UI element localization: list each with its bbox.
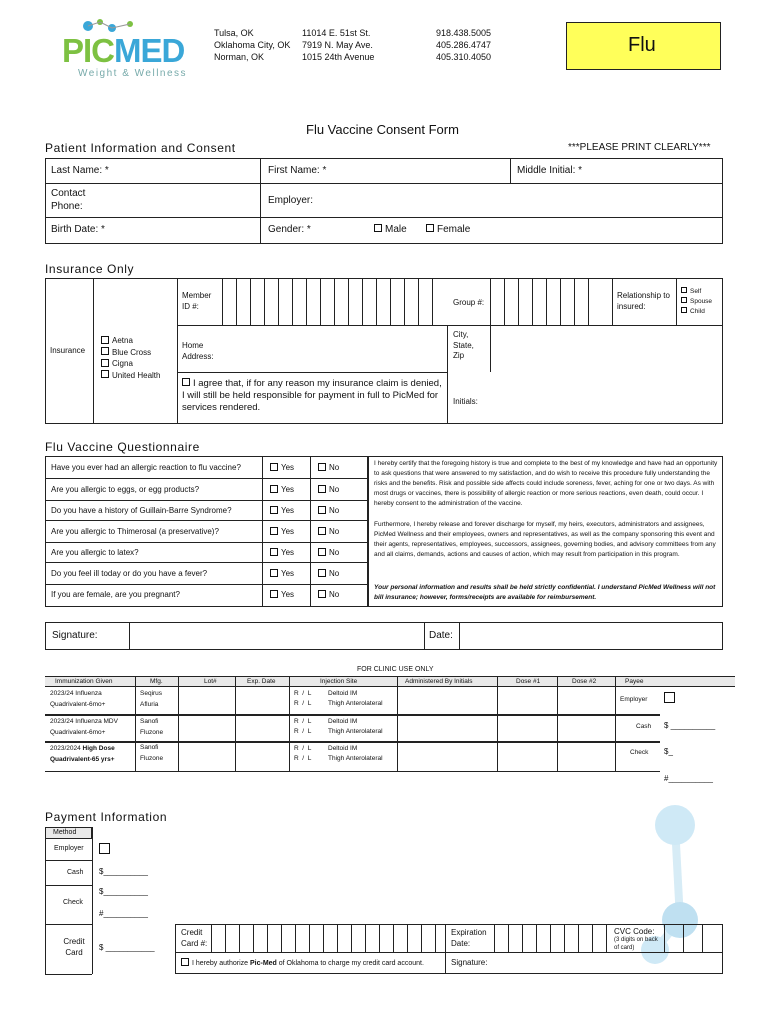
relationship-label: Relationship to insured: [617,291,670,311]
clinic-col-immunization: Immunization Given [55,678,113,685]
agree-checkbox[interactable] [182,378,190,386]
consent-paragraph-1: I hereby certify that the foregoing history is true and complete to the best of my knowledge and have had an opportunity to ask questions that were answered to my satisfaction, and do wish to receive this procedure fully understanding the risks and the benefits. Risk and possible side affects could include soreness, fever, aching for one or two days. As with most drugs or vaccines, there is possibility of allergic reaction or more serious reactions, even death, could occur. I hereby consent to the administration of the vaccine. [374,460,718,507]
insurance-options [101,335,160,381]
initials-label: Initials: [453,397,478,406]
q2-no-checkbox[interactable] [318,485,326,493]
print-clearly-note: ***PLEASE PRINT CLEARLY*** [568,142,711,153]
payment-employer-label: Employer [54,845,84,852]
cvc-label: CVC Code: [614,927,655,936]
member-id-label: Member ID #: [182,291,212,311]
insurance-option-cigna[interactable]: Cigna [101,358,160,370]
payment-credit-card-label: Credit Card [63,937,85,957]
consent-paragraph-2: Furthermore, I hereby release and forever discharge for myself, my heirs, executors, administrators and assignees, PicMed Wellness and their employees, owners and representatives, as well as the company sponsoring this event and their agents, representatives, employees, successors, assignees, governing bodies, and advisory committees from any and all claims, demands, actions and causes of action, which may result from participation in this program. [374,521,716,558]
employer-field[interactable]: Employer: [268,195,314,206]
clinic-payee-employer: Employer [620,696,648,703]
relationship-self[interactable]: Self [681,287,712,297]
gender-field: Gender: * [268,224,311,235]
insurance-option-aetna[interactable]: Aetna [101,335,160,347]
member-id-comb[interactable] [222,278,447,325]
cc-signature-label: Signature: [451,958,488,967]
header-phones: 918.438.5005 405.286.4747 405.310.4050 [436,28,492,62]
male-checkbox[interactable] [374,224,382,232]
clinic-row-3-given: 2023/2024 High Dose Quadrivalent-65 yrs+ [50,745,115,763]
clinic-col-dose1: Dose #1 [516,678,541,685]
clinic-col-dose2: Dose #2 [572,678,597,685]
payment-credit-amount[interactable]: $ ___________ [99,943,155,952]
q5-yes[interactable]: Yes [270,548,294,557]
question-5: Are you allergic to latex? [51,548,139,557]
authorize-checkbox[interactable] [181,958,189,966]
spouse-checkbox[interactable] [681,297,687,303]
q5-no[interactable]: No [318,548,339,557]
q4-yes[interactable]: Yes [270,527,294,536]
payment-check-label: Check [63,899,83,906]
group-label: Group #: [453,298,485,307]
cvc-note: (3 digits on back of card) [614,937,658,951]
cc-expiration-comb[interactable] [494,924,610,952]
payee-employer-checkbox[interactable] [664,692,675,703]
q2-yes-checkbox[interactable] [270,485,278,493]
unitedhealth-checkbox[interactable] [101,370,109,378]
clinic-payee-check: Check [630,749,649,756]
q6-yes[interactable]: Yes [270,569,294,578]
relationship-options [681,287,712,317]
clinic-title: FOR CLINIC USE ONLY [357,666,434,673]
payment-employer-checkbox[interactable] [99,843,110,854]
clinic-col-admin: Administered By Initials [405,678,473,685]
question-6: Do you feel ill today or do you have a fever? [51,569,208,578]
clinic-row-2-site: Deltoid IM Thigh Anterolateral [328,718,383,735]
home-address-label: Home Address: [182,341,214,361]
logo-tagline: Weight & Wellness [78,68,188,79]
q5-yes-checkbox[interactable] [270,548,278,556]
clinic-row-2-given: 2023/24 Influenza MDV Quadrivalent-6mo+ [50,718,118,736]
q7-no[interactable]: No [318,590,339,599]
bluecross-checkbox[interactable] [101,347,109,355]
q3-yes-checkbox[interactable] [270,506,278,514]
clinic-row-3-rl[interactable]: R / L R / L [294,745,312,762]
patient-section-title: Patient Information and Consent [45,141,236,155]
clinic-row-1-rl[interactable]: R / L R / L [294,690,312,707]
clinic-col-mfg: Mfg. [150,678,163,685]
cigna-checkbox[interactable] [101,359,109,367]
clinic-row-2-mfg: Sanofi Fluzone [140,718,164,736]
clinic-row-3-mfg: Sanofi Fluzone [140,744,164,762]
payment-section-title: Payment Information [45,810,168,824]
city-state-zip-label: City, State, Zip [453,330,474,360]
q1-yes[interactable]: Yes [270,463,294,472]
q7-yes-checkbox[interactable] [270,590,278,598]
q6-no-checkbox[interactable] [318,569,326,577]
date-label: Date: [429,630,453,641]
q4-no-checkbox[interactable] [318,527,326,535]
cc-authorize-statement[interactable]: I hereby authorize Pic-Med of Oklahoma to charge my credit card account. [181,959,424,967]
q5-no-checkbox[interactable] [318,548,326,556]
q3-no-checkbox[interactable] [318,506,326,514]
clinic-col-site: Injection Site [320,678,358,685]
birth-date-field[interactable]: Birth Date: * [51,224,105,235]
payment-check-number[interactable]: #__________ [99,909,148,918]
question-4: Are you allergic to Thimerosal (a preservative)? [51,527,219,536]
consent-paragraph-3: Your personal information and results shall be held strictly confidential. I understand PicMed Wellness will not bill insurance; however, forms/receipts are available for reimbursement. [374,584,716,601]
payment-method-label: Method [53,829,77,836]
gender-male-option[interactable]: Male [374,224,407,235]
group-comb[interactable] [490,278,612,325]
clinic-row-3-site: Deltoid IM Thigh Anterolateral [328,745,383,762]
clinic-payee-check-amount[interactable]: $_ [664,747,673,756]
question-1: Have you ever had an allergic reaction to flu vaccine? [51,463,241,472]
q3-no[interactable]: No [318,506,339,515]
q1-no[interactable]: No [318,463,339,472]
q7-yes[interactable]: Yes [270,590,294,599]
q6-yes-checkbox[interactable] [270,569,278,577]
q1-yes-checkbox[interactable] [270,463,278,471]
gender-female-option[interactable]: Female [426,224,470,235]
cc-signature-input[interactable] [496,954,721,972]
insurance-agree-statement[interactable]: I agree that, if for any reason my insurance claim is denied, I will still be held responsible for payment in full to PicMed for services rendered. [182,378,442,413]
insurance-option-unitedhealth[interactable]: United Health [101,370,160,382]
header-cities: Tulsa, OK Oklahoma City, OK Norman, OK [214,28,291,62]
first-name-field[interactable]: First Name: * [268,165,327,176]
clinic-col-exp: Exp. Date [247,678,276,685]
flu-badge-label: Flu [628,34,656,56]
cc-number-comb[interactable] [211,924,445,952]
q2-no[interactable]: No [318,485,339,494]
q3-yes[interactable]: Yes [270,506,294,515]
signature-input[interactable] [131,624,423,648]
relationship-spouse[interactable]: Spouse [681,297,712,307]
question-3: Do you have a history of Guillain-Barre Syndrome? [51,506,232,515]
aetna-checkbox[interactable] [101,336,109,344]
self-checkbox[interactable] [681,287,687,293]
relationship-child[interactable]: Child [681,307,712,317]
insurance-label: Insurance [50,346,86,355]
clinic-payee-cash-amount[interactable]: $ __________ [664,721,716,730]
cc-expiration-label: Expiration Date: [451,928,487,948]
payment-check-amount[interactable]: $__________ [99,887,148,896]
date-input[interactable] [461,624,721,648]
clinic-col-payee: Payee [625,678,644,685]
child-checkbox[interactable] [681,307,687,313]
middle-initial-field[interactable]: Middle Initial: * [517,165,583,176]
cvc-comb[interactable] [664,924,723,952]
clinic-row-1-mfg: Seqirus Afluria [140,690,163,708]
clinic-row-2-rl[interactable]: R / L R / L [294,718,312,735]
female-checkbox[interactable] [426,224,434,232]
picmed-logo [40,18,200,82]
q1-no-checkbox[interactable] [318,463,326,471]
q4-no[interactable]: No [318,527,339,536]
form-title: Flu Vaccine Consent Form [306,122,459,137]
q6-no[interactable]: No [318,569,339,578]
clinic-payee-cash: Cash [636,723,652,730]
clinic-row-1-site: Deltoid IM Thigh Anterolateral [328,690,383,707]
question-2: Are you allergic to eggs, or egg products? [51,485,200,494]
q4-yes-checkbox[interactable] [270,527,278,535]
clinic-payee-check-number[interactable]: #__________ [664,774,713,783]
payment-cash-amount[interactable]: $__________ [99,867,148,876]
insurance-option-bluecross[interactable]: Blue Cross [101,347,160,359]
insurance-section-title: Insurance Only [45,262,135,276]
logo-wordmark: PICMED [62,32,185,69]
clinic-row-1-given: 2023/24 Influenza Quadrivalent-6mo+ [50,690,106,708]
signature-label: Signature: [52,630,98,641]
last-name-field[interactable]: Last Name: * [51,165,109,176]
contact-phone-field[interactable]: Contact Phone: [51,188,86,212]
cc-number-label: Credit Card #: [181,928,208,948]
question-7: If you are female, are you pregnant? [51,590,180,599]
header-addresses: 11014 E. 51st St. 7919 N. May Ave. 1015 24th Avenue [302,28,375,62]
payment-cash-label: Cash [67,869,84,876]
clinic-col-lot: Lot# [204,678,217,685]
q7-no-checkbox[interactable] [318,590,326,598]
questionnaire-section-title: Flu Vaccine Questionnaire [45,440,200,454]
q2-yes[interactable]: Yes [270,485,294,494]
